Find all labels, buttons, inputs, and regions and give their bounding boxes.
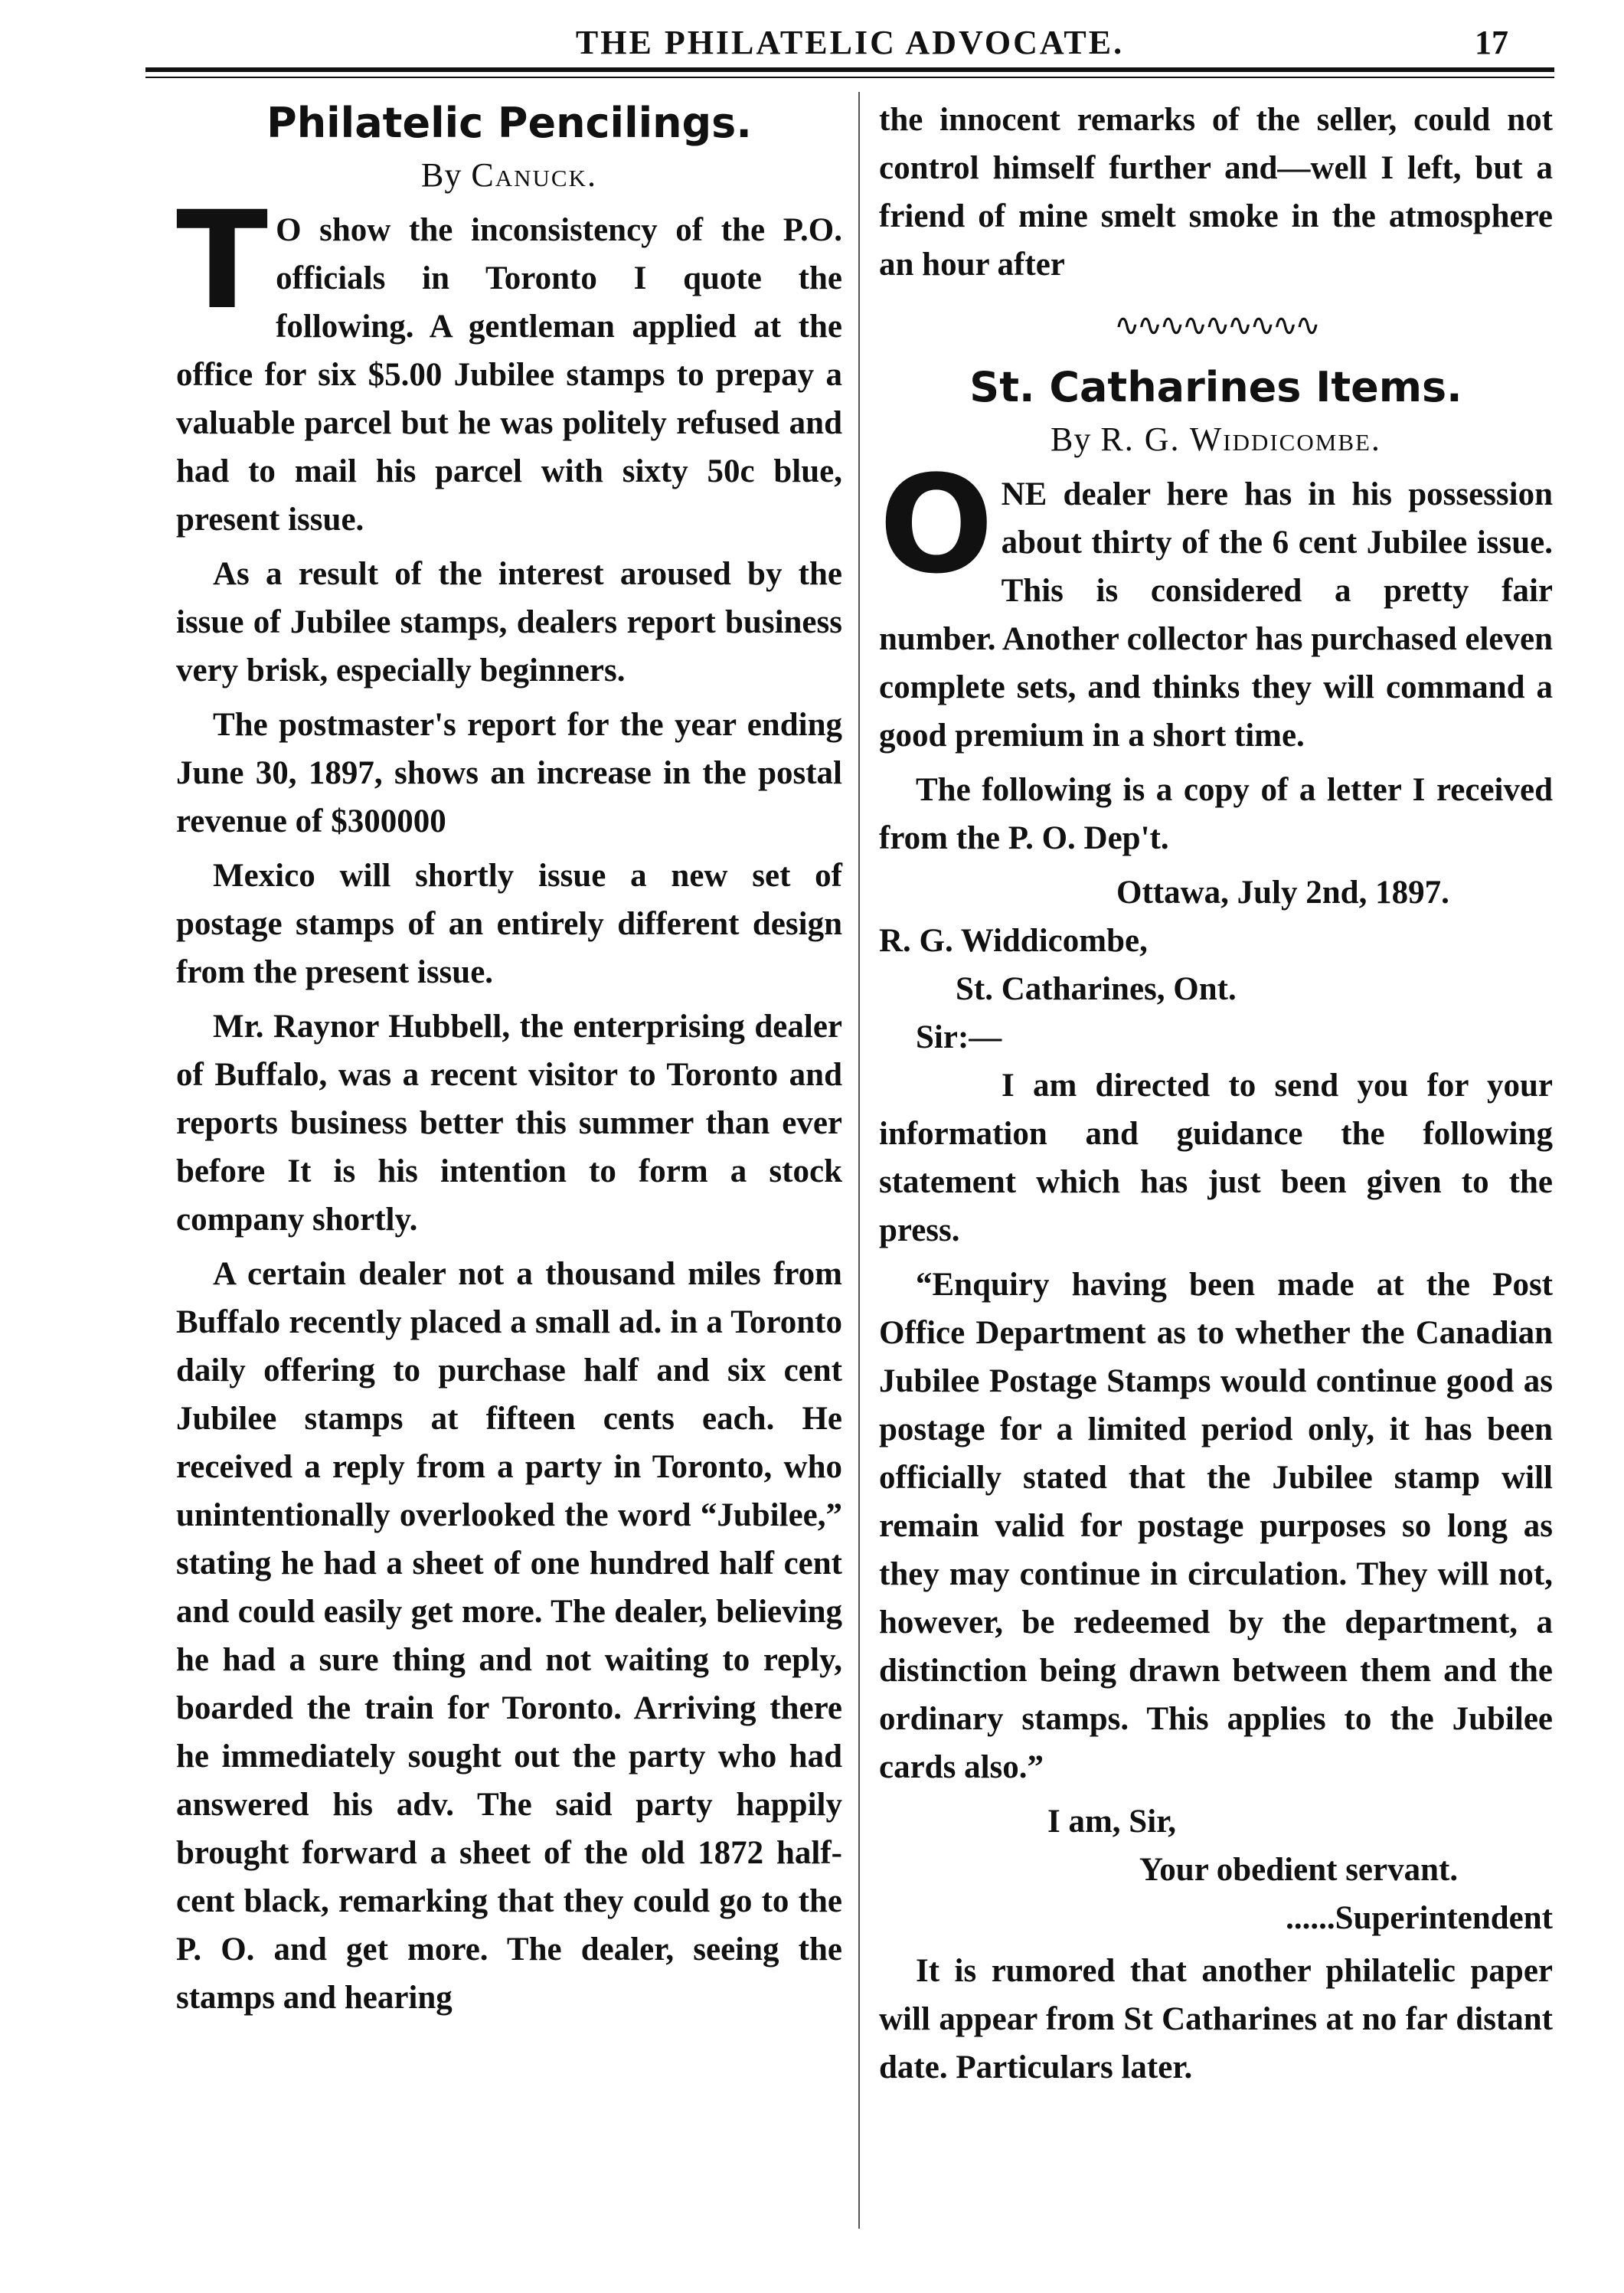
running-head: [145, 23, 1554, 72]
letter-date: Ottawa, July 2nd, 1897.: [1116, 875, 1449, 911]
paragraph-text: O show the inconsistency of the P.O. officials in Toronto I quote the following. A gentleman applied at the office for six $5.00 Jubilee stamps to prepay a valuable parcel but he was politely refused and had to mail his parcel with sixty 50c blue, present issue.: [176, 212, 842, 538]
letter-signature: ......Superintendent: [1286, 1900, 1553, 1936]
byline-prefix: By: [1051, 420, 1092, 458]
column-divider: [858, 92, 860, 2229]
page-number: 17: [1475, 24, 1508, 61]
publication-title: THE PHILATELIC ADVOCATE.: [575, 24, 1125, 61]
article-title-st-catharines: St. Catharines Items.: [969, 363, 1462, 411]
byline-author: Canuck.: [471, 156, 597, 194]
letter-place: St. Catharines, Ont.: [956, 971, 1237, 1007]
paragraph-continuation: the innocent remarks of the seller, could not control himself further and—well I left, but a friend of mine smelt smoke in the atmosphere an hour after: [879, 102, 1553, 283]
article-title-pencilings: Philatelic Pencilings.: [266, 99, 752, 147]
byline-prefix: By: [421, 156, 462, 194]
paragraph: [176, 182, 842, 544]
drop-cap: O: [879, 446, 994, 604]
paragraph: Mr. Raynor Hubbell, the enterprising dealer of Buffalo, was a recent visitor to Toronto and reports business better this summer than ever before It is his intention to form a stock company shortly.: [176, 1009, 842, 1238]
letter-closing: Your obedient servant.: [1139, 1852, 1459, 1888]
paragraph: As a result of the interest aroused by the issue of Jubilee stamps, dealers report business very brisk, especially beginners.: [176, 556, 842, 689]
byline-author: R. G. Widdicombe.: [1100, 420, 1381, 458]
letter-body: “Enquiry having been made at the Post Office Department as to whether the Canadian Jubilee Postage Stamps would continue good as postage for a limited period only, it has been officially stated that the Jubilee stamp will remain valid for postage purposes so long as they may continue in circulation. They will not, however, be redeemed by the department, a distinction being drawn between them and the ordinary stamps. This applies to the Jubilee cards also.”: [879, 1267, 1553, 1785]
header-rule-thin: [145, 77, 1554, 78]
drop-cap: T: [176, 182, 269, 339]
paragraph: [879, 446, 1553, 760]
byline-pencilings: [176, 151, 842, 200]
paragraph: Mexico will shortly issue a new set of postage stamps of an entirely different design from the present issue.: [176, 858, 842, 990]
paragraph: The following is a copy of a letter I received from the P. O. Dep't.: [879, 772, 1553, 856]
letter-addressee: R. G. Widdicombe,: [879, 923, 1148, 959]
ornament-divider: ∿∿∿∿∿∿∿∿∿: [1114, 308, 1318, 342]
paragraph: A certain dealer not a thousand miles from Buffalo recently placed a small ad. in a Toronto daily offering to purchase half and six cent Jubilee stamps at fifteen cents each. He received a reply from a party in Toronto, who unintentionally overlooked the word “Jubilee,” stating he had a sheet of one hundred half cent and could easily get more. The dealer, believing he had a sure thing and not waiting to reply, boarded the train for Toronto. Arriving there he immediately sought out the party who had answered his adv. The said party happily brought forward a sheet of the old 1872 half-cent black, remarking that they could go to the P. O. and get more. The dealer, seeing the stamps and hearing: [176, 1256, 842, 2016]
paragraph-text: NE dealer here has in his possession about thirty of the 6 cent Jubilee issue. This is considered a pretty fair number. Another collector has purchased eleven complete sets, and thinks they will command a good premium in a short time.: [879, 476, 1553, 754]
letter-salutation: Sir:—: [916, 1019, 1002, 1055]
header-rule-thick: [145, 67, 1554, 72]
right-column: [879, 96, 1553, 2098]
left-column: [176, 96, 842, 2028]
letter-body: I am directed to send you for your information and guidance the following statement which has just been given to the press.: [879, 1068, 1553, 1248]
paragraph: The postmaster's report for the year ending June 30, 1897, shows an increase in the postal revenue of $300000: [176, 707, 842, 839]
paragraph: It is rumored that another philatelic paper will appear from St Catharines at no far distant date. Particulars later.: [879, 1953, 1553, 2085]
letter-closing: I am, Sir,: [1047, 1804, 1177, 1840]
